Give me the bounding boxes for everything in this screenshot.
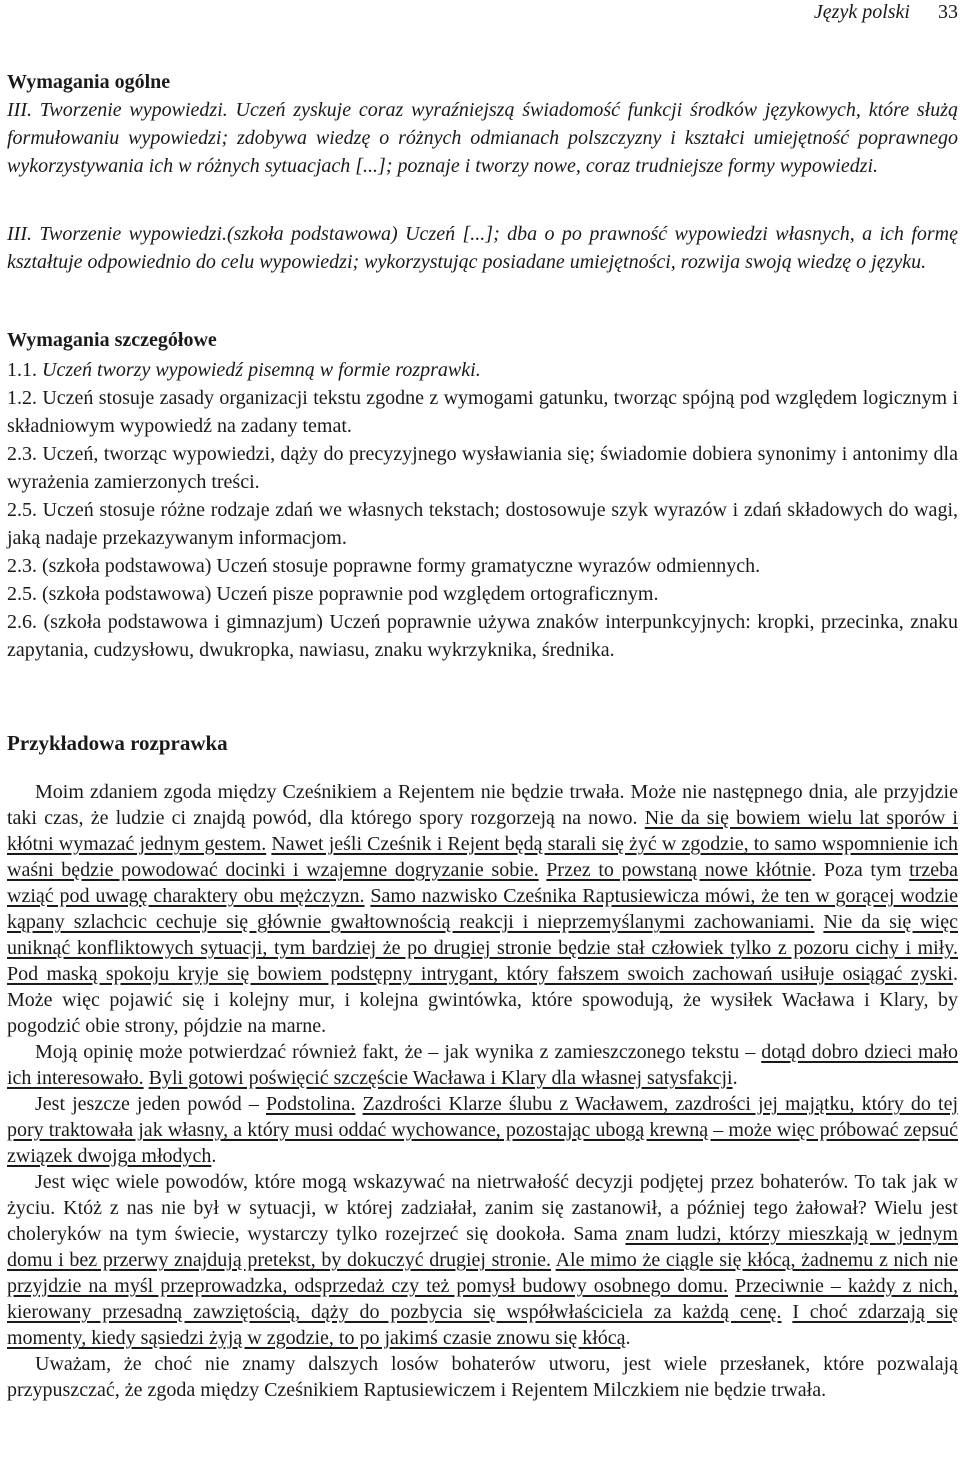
example-essay-body	[7, 779, 958, 1403]
requirement-item	[7, 580, 958, 608]
requirement-number: 2.5.	[7, 583, 37, 605]
requirement-text: (szkoła podstawowa i gimnazjum) Uczeń poprawnie używa znaków interpunkcyjnych: kropki, przecinka, znaku zapytania, cudzysłowu, dwukropka, nawiasu, znaku wykrzyknika, średnika.	[7, 611, 958, 661]
underlined-phrase: Nie da się więc uniknąć konfliktowych sytuacji, tym bardziej że po drugiej stronie będzie stał człowiek tylko z pozoru cichy i miły.	[7, 911, 958, 959]
underlined-phrase: Podstolina.	[265, 1093, 356, 1115]
underlined-phrase: trzeba wziąć pod uwagę charaktery obu mężczyzn.	[7, 859, 959, 907]
requirement-text: (szkoła podstawowa) Uczeń stosuje poprawne formy gramatyczne wyrazów odmiennych.	[42, 555, 761, 577]
requirement-item	[7, 608, 958, 664]
essay-paragraph	[7, 1039, 958, 1091]
requirement-text: (szkoła podstawowa) Uczeń pisze poprawnie pod względem ortograficznym.	[42, 583, 659, 605]
essay-text: . Poza tym	[811, 859, 910, 881]
essay-text: Moim zdaniem zgoda między Cześnikiem a Rejentem nie będzie trwała. Może nie następnego dnia, ale przyjdzie taki czas, że ludzie ci znajdą powód, dla którego spory rozgorzeją na nowo.	[7, 781, 958, 829]
requirement-number: 2.3.	[7, 555, 37, 577]
requirement-text: Uczeń tworzy wypowiedź pisemną w formie rozprawki.	[42, 359, 481, 381]
underlined-phrase: I choć zdarzają się momenty, kiedy sąsiedzi żyją w zgodzie, to po jakimś czasie znowu się kłócą	[7, 1301, 959, 1349]
underlined-phrase: Zazdrości Klarze ślubu z Wacławem, zazdrości jej majątku, który do tej pory traktowała jak własny, a który musi oddać wychowance, pozostając ubogą krewną – może więc próbować zepsuć związek dwojga młodych	[7, 1093, 959, 1167]
requirement-number: 2.6.	[7, 611, 37, 633]
underlined-phrase: Przez to powstaną nowe kłótnie	[546, 859, 812, 881]
underlined-phrase: Nie da się bowiem wielu lat sporów i kłótni wymazać jednym gestem.	[7, 807, 958, 855]
detailed-requirements-list	[7, 356, 958, 664]
essay-text: Jest jeszcze jeden powód –	[35, 1093, 266, 1115]
requirement-text: Uczeń, tworząc wypowiedzi, dąży do precyzyjnego wysławiania się; świadomie dobiera synonimy i antonimy dla wyrażenia zamierzonych treści.	[7, 443, 958, 493]
general-requirements-heading: Wymagania ogólne	[7, 71, 171, 93]
requirement-item	[7, 496, 958, 552]
example-essay-heading: Przykładowa rozprawka	[7, 731, 228, 755]
requirement-item	[7, 440, 958, 496]
essay-paragraph	[7, 1091, 958, 1169]
underlined-phrase: Samo nazwisko Cześnika Raptusiewicza mówi, że ten w gorącej wodzie kąpany szlachcic cechuje się głównie gwałtownością reakcji i nieprzemyślanymi zachowaniami.	[7, 885, 958, 933]
requirement-number: 1.1.	[7, 359, 37, 381]
requirement-item	[7, 356, 958, 384]
underlined-phrase: dotąd dobro dzieci mało ich interesowało.	[7, 1041, 959, 1089]
page-number: 33	[938, 1, 958, 23]
essay-text: . Może więc pojawić się i kolejny mur, i kolejna gwintówka, które spowodują, że wysiłek Wacława i Klary, by pogodzić obie strony, pójdzie na marne.	[7, 963, 958, 1037]
essay-text: Jest więc wiele powodów, które mogą wskazywać na nietrwałość decyzji podjętej przez bohaterów. To tak jak w życiu. Któż z nas nie był w sytuacji, w której zadziałał, zanim się zastanowił, a później tego żałował? Wielu jest choleryków na tym świecie, wystarczy tylko rozejrzeć się dookoła. Sama	[7, 1171, 958, 1245]
underlined-phrase: Nawet jeśli Cześnik i Rejent będą starali się żyć w zgodzie, to samo wspomnienie ich waśni będzie powodować docinki i wzajemne dogryzanie sobie.	[7, 833, 958, 881]
requirement-number: 1.2.	[7, 387, 37, 409]
detailed-requirements-heading: Wymagania szczegółowe	[7, 329, 217, 351]
underlined-phrase: Byli gotowi poświęcić szczęście Wacława i Klary dla własnej satysfakcji	[148, 1067, 733, 1089]
essay-paragraph	[7, 1351, 958, 1403]
general-requirements-paragraph-1: III. Tworzenie wypowiedzi. Uczeń zyskuje coraz wyraźniejszą świadomość funkcji środków językowych, które służą formułowaniu wypowiedzi; zdobywa wiedzę o różnych odmianach polszczyzny i kształci umiejętność poprawnego wykorzystywania ich w różnych sytuacjach [...]; poznaje i tworzy nowe, coraz trudniejsze formy wypowiedzi.	[7, 99, 958, 177]
header-title: Język polski	[813, 1, 910, 23]
essay-text	[782, 1301, 793, 1323]
requirement-number: 2.3.	[7, 443, 37, 465]
requirement-text: Uczeń stosuje zasady organizacji tekstu zgodne z wymogami gatunku, tworząc spójną pod względem logicznym i składniowym wypowiedź na zadany temat.	[7, 387, 959, 437]
essay-paragraph	[7, 1169, 958, 1351]
essay-text: .	[732, 1067, 738, 1089]
essay-text: Uważam, że choć nie znamy dalszych losów bohaterów utworu, jest wiele przesłanek, które pozwalają przypuszczać, że zgoda między Cześnikiem Raptusiewiczem i Rejentem Milczkiem nie będzie trwała.	[7, 1353, 958, 1401]
requirement-number: 2.5.	[7, 499, 37, 521]
essay-text: .	[211, 1145, 217, 1167]
requirement-item	[7, 552, 958, 580]
underlined-phrase: Ale mimo że ciągle się kłócą, żadnemu z nich nie przyjdzie na myśl przeprowadzka, odsprzedaż czy też pomysł budowy osobnego domu.	[7, 1249, 958, 1297]
running-header	[814, 1, 958, 24]
underlined-phrase: Przeciwnie – każdy z nich, kierowany przesadną zawziętością, dąży do pozbycia się współwłaściciela za każdą cenę.	[7, 1275, 958, 1323]
essay-paragraph	[7, 779, 958, 1039]
underlined-phrase: Pod maską spokoju kryje się bowiem podstępny intrygant, który fałszem swoich zachowań usiłuje osiągać zyski	[7, 963, 953, 985]
essay-text: .	[625, 1327, 631, 1349]
underlined-phrase: znam ludzi, którzy mieszkają w jednym domu i bez przerwy znajdują pretekst, by dokuczyć drugiej stronie.	[7, 1223, 958, 1271]
requirement-item	[7, 384, 958, 440]
requirement-text: Uczeń stosuje różne rodzaje zdań we własnych tekstach; dostosowuje szyk wyrazów i zdań składowych do wagi, jaką nadaje przekazywanym informacjom.	[7, 499, 958, 549]
essay-text	[355, 1093, 362, 1115]
general-requirements-paragraph-2: III. Tworzenie wypowiedzi.(szkoła podstawowa) Uczeń [...]; dba o po prawność wypowiedzi własnych, a ich formę kształtuje odpowiednio do celu wypowiedzi; wykorzystując posiadane umiejętności, rozwija swoją wiedzę o języku.	[7, 223, 958, 273]
essay-text	[728, 1275, 735, 1297]
essay-text: Moją opinię może potwierdzać również fakt, że – jak wynika z zamieszczonego tekstu –	[35, 1041, 762, 1063]
